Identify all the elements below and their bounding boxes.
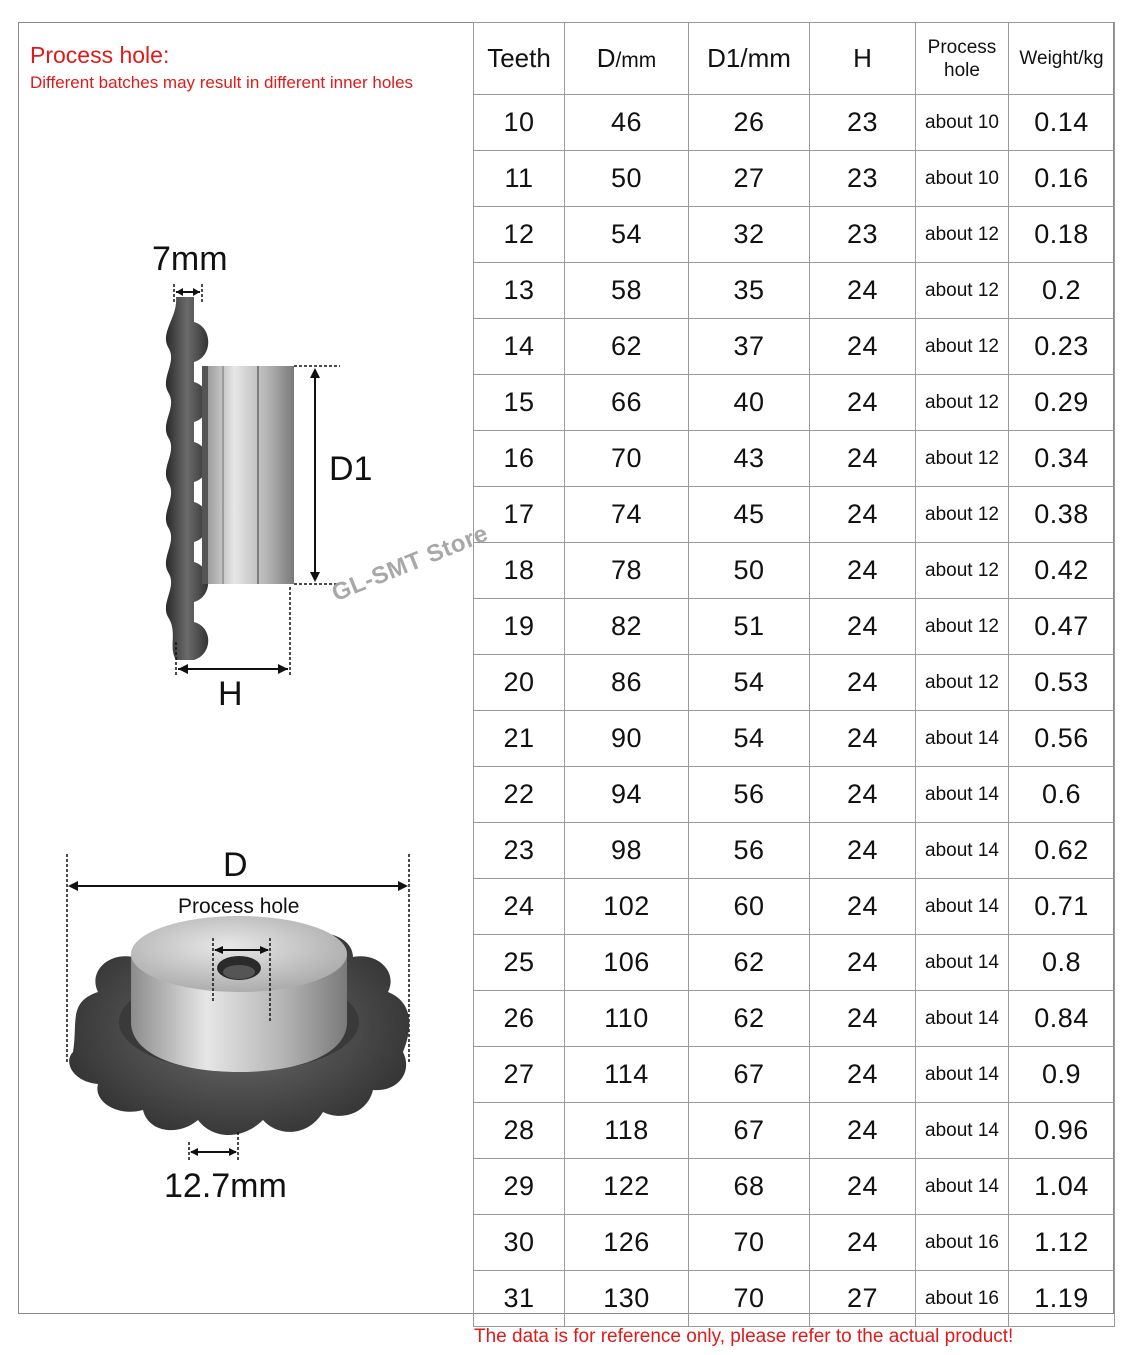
cell-d1: 40 [689, 375, 810, 431]
cell-teeth: 12 [474, 207, 565, 263]
cell-d1: 68 [689, 1159, 810, 1215]
cell-d: 54 [565, 207, 689, 263]
cell-teeth: 24 [474, 879, 565, 935]
cell-hole: about 12 [916, 319, 1009, 375]
cell-weight: 1.19 [1009, 1271, 1115, 1327]
cell-d: 86 [565, 655, 689, 711]
cell-weight: 0.96 [1009, 1103, 1115, 1159]
cell-d: 58 [565, 263, 689, 319]
cell-d: 78 [565, 543, 689, 599]
cell-teeth: 26 [474, 991, 565, 1047]
cell-weight: 0.14 [1009, 95, 1115, 151]
cell-teeth: 14 [474, 319, 565, 375]
cell-d: 66 [565, 375, 689, 431]
cell-teeth: 25 [474, 935, 565, 991]
reference-disclaimer: The data is for reference only, please refer to the actual product! [474, 1326, 1014, 1347]
cell-hole: about 12 [916, 487, 1009, 543]
table-row [474, 431, 1115, 487]
cell-weight: 0.8 [1009, 935, 1115, 991]
cell-h: 24 [810, 879, 916, 935]
cell-d: 130 [565, 1271, 689, 1327]
header-weight: Weight/kg [1009, 23, 1115, 95]
cell-hole: about 12 [916, 375, 1009, 431]
cell-d1: 54 [689, 711, 810, 767]
cell-teeth: 31 [474, 1271, 565, 1327]
cell-weight: 0.34 [1009, 431, 1115, 487]
cell-weight: 0.42 [1009, 543, 1115, 599]
cell-weight: 0.18 [1009, 207, 1115, 263]
cell-teeth: 21 [474, 711, 565, 767]
cell-d1: 26 [689, 95, 810, 151]
cell-d1: 37 [689, 319, 810, 375]
table-row [474, 487, 1115, 543]
cell-hole: about 12 [916, 655, 1009, 711]
cell-d1: 56 [689, 823, 810, 879]
side-view-sprocket [166, 297, 294, 660]
cell-h: 24 [810, 319, 916, 375]
header-teeth: Teeth [474, 23, 565, 95]
cell-hole: about 12 [916, 207, 1009, 263]
table-row [474, 1047, 1115, 1103]
cell-d1: 70 [689, 1215, 810, 1271]
cell-d: 74 [565, 487, 689, 543]
cell-d: 106 [565, 935, 689, 991]
table-row [474, 711, 1115, 767]
cell-hole: about 16 [916, 1215, 1009, 1271]
header-d: D/mm [565, 23, 689, 95]
cell-d: 114 [565, 1047, 689, 1103]
process-hole-note: Different batches may result in different inner holes [30, 73, 414, 92]
cell-weight: 0.16 [1009, 151, 1115, 207]
cell-h: 24 [810, 375, 916, 431]
cell-hole: about 14 [916, 823, 1009, 879]
cell-d: 70 [565, 431, 689, 487]
cell-h: 24 [810, 263, 916, 319]
cell-weight: 1.04 [1009, 1159, 1115, 1215]
perspective-sprocket [69, 916, 409, 1135]
cell-h: 24 [810, 487, 916, 543]
table-row [474, 767, 1115, 823]
cell-d1: 62 [689, 935, 810, 991]
cell-h: 24 [810, 599, 916, 655]
cell-h: 24 [810, 991, 916, 1047]
cell-teeth: 22 [474, 767, 565, 823]
cell-weight: 0.84 [1009, 991, 1115, 1047]
table-row [474, 543, 1115, 599]
table-row [474, 1159, 1115, 1215]
cell-d: 94 [565, 767, 689, 823]
table-row [474, 655, 1115, 711]
cell-hole: about 12 [916, 543, 1009, 599]
cell-weight: 0.23 [1009, 319, 1115, 375]
cell-weight: 0.2 [1009, 263, 1115, 319]
cell-weight: 0.47 [1009, 599, 1115, 655]
table-row [474, 991, 1115, 1047]
table-row [474, 375, 1115, 431]
cell-weight: 0.9 [1009, 1047, 1115, 1103]
cell-hole: about 14 [916, 1159, 1009, 1215]
cell-h: 24 [810, 1159, 916, 1215]
cell-d1: 50 [689, 543, 810, 599]
cell-d: 126 [565, 1215, 689, 1271]
cell-d: 46 [565, 95, 689, 151]
process-hole-title: Process hole: [30, 42, 170, 68]
cell-teeth: 23 [474, 823, 565, 879]
cell-h: 23 [810, 95, 916, 151]
cell-d: 122 [565, 1159, 689, 1215]
cell-h: 24 [810, 1047, 916, 1103]
cell-d: 90 [565, 711, 689, 767]
sprocket-diagram [18, 22, 473, 1314]
cell-weight: 0.29 [1009, 375, 1115, 431]
cell-weight: 0.53 [1009, 655, 1115, 711]
cell-h: 24 [810, 543, 916, 599]
cell-hole: about 10 [916, 151, 1009, 207]
cell-teeth: 19 [474, 599, 565, 655]
cell-d: 50 [565, 151, 689, 207]
table-row [474, 935, 1115, 991]
cell-d: 118 [565, 1103, 689, 1159]
cell-d: 110 [565, 991, 689, 1047]
cell-h: 24 [810, 767, 916, 823]
cell-h: 24 [810, 655, 916, 711]
cell-hole: about 14 [916, 711, 1009, 767]
cell-hole: about 14 [916, 935, 1009, 991]
cell-hole: about 14 [916, 1103, 1009, 1159]
cell-d1: 35 [689, 263, 810, 319]
d-label: D [223, 846, 248, 884]
cell-hole: about 10 [916, 95, 1009, 151]
pitch-7mm-label: 7mm [152, 240, 228, 278]
cell-h: 24 [810, 1103, 916, 1159]
cell-h: 23 [810, 151, 916, 207]
cell-teeth: 30 [474, 1215, 565, 1271]
cell-weight: 0.71 [1009, 879, 1115, 935]
cell-h: 24 [810, 935, 916, 991]
pitch-12-7mm-label: 12.7mm [164, 1167, 287, 1205]
process-hole-label: Process hole [178, 895, 300, 918]
cell-d: 98 [565, 823, 689, 879]
cell-d1: 27 [689, 151, 810, 207]
table-row [474, 879, 1115, 935]
cell-d1: 67 [689, 1103, 810, 1159]
cell-h: 24 [810, 431, 916, 487]
cell-d1: 32 [689, 207, 810, 263]
cell-d: 102 [565, 879, 689, 935]
table-row [474, 599, 1115, 655]
cell-weight: 1.12 [1009, 1215, 1115, 1271]
cell-d1: 45 [689, 487, 810, 543]
table-row [474, 207, 1115, 263]
table-row [474, 319, 1115, 375]
cell-d1: 54 [689, 655, 810, 711]
cell-d1: 56 [689, 767, 810, 823]
table-row [474, 263, 1115, 319]
cell-hole: about 12 [916, 263, 1009, 319]
table-row [474, 1103, 1115, 1159]
cell-weight: 0.56 [1009, 711, 1115, 767]
cell-hole: about 14 [916, 1047, 1009, 1103]
table-header-row [474, 23, 1115, 95]
cell-teeth: 15 [474, 375, 565, 431]
header-d1: D1/mm [689, 23, 810, 95]
store-watermark: GL-SMT Store [328, 519, 493, 608]
cell-d1: 51 [689, 599, 810, 655]
d1-label: D1 [329, 450, 373, 488]
cell-d1: 62 [689, 991, 810, 1047]
cell-d1: 67 [689, 1047, 810, 1103]
cell-h: 23 [810, 207, 916, 263]
cell-teeth: 17 [474, 487, 565, 543]
cell-teeth: 28 [474, 1103, 565, 1159]
cell-hole: about 16 [916, 1271, 1009, 1327]
cell-teeth: 11 [474, 151, 565, 207]
cell-hole: about 12 [916, 431, 1009, 487]
cell-hole: about 14 [916, 991, 1009, 1047]
cell-weight: 0.62 [1009, 823, 1115, 879]
cell-teeth: 13 [474, 263, 565, 319]
table-row [474, 1215, 1115, 1271]
header-process-hole: Process hole [916, 23, 1009, 95]
cell-d1: 43 [689, 431, 810, 487]
cell-weight: 0.38 [1009, 487, 1115, 543]
cell-teeth: 18 [474, 543, 565, 599]
cell-teeth: 16 [474, 431, 565, 487]
cell-d: 62 [565, 319, 689, 375]
h-label: H [218, 675, 243, 713]
cell-d: 82 [565, 599, 689, 655]
cell-teeth: 20 [474, 655, 565, 711]
cell-weight: 0.6 [1009, 767, 1115, 823]
header-h: H [810, 23, 916, 95]
cell-h: 24 [810, 823, 916, 879]
cell-teeth: 27 [474, 1047, 565, 1103]
cell-d1: 60 [689, 879, 810, 935]
cell-d1: 70 [689, 1271, 810, 1327]
table-row [474, 151, 1115, 207]
cell-h: 27 [810, 1271, 916, 1327]
table-row [474, 95, 1115, 151]
cell-h: 24 [810, 1215, 916, 1271]
table-row [474, 1271, 1115, 1327]
cell-teeth: 10 [474, 95, 565, 151]
cell-teeth: 29 [474, 1159, 565, 1215]
cell-hole: about 14 [916, 767, 1009, 823]
illustration-panel [18, 22, 493, 1314]
cell-hole: about 12 [916, 599, 1009, 655]
spec-table [473, 22, 1115, 1327]
cell-hole: about 14 [916, 879, 1009, 935]
table-row [474, 823, 1115, 879]
cell-h: 24 [810, 711, 916, 767]
